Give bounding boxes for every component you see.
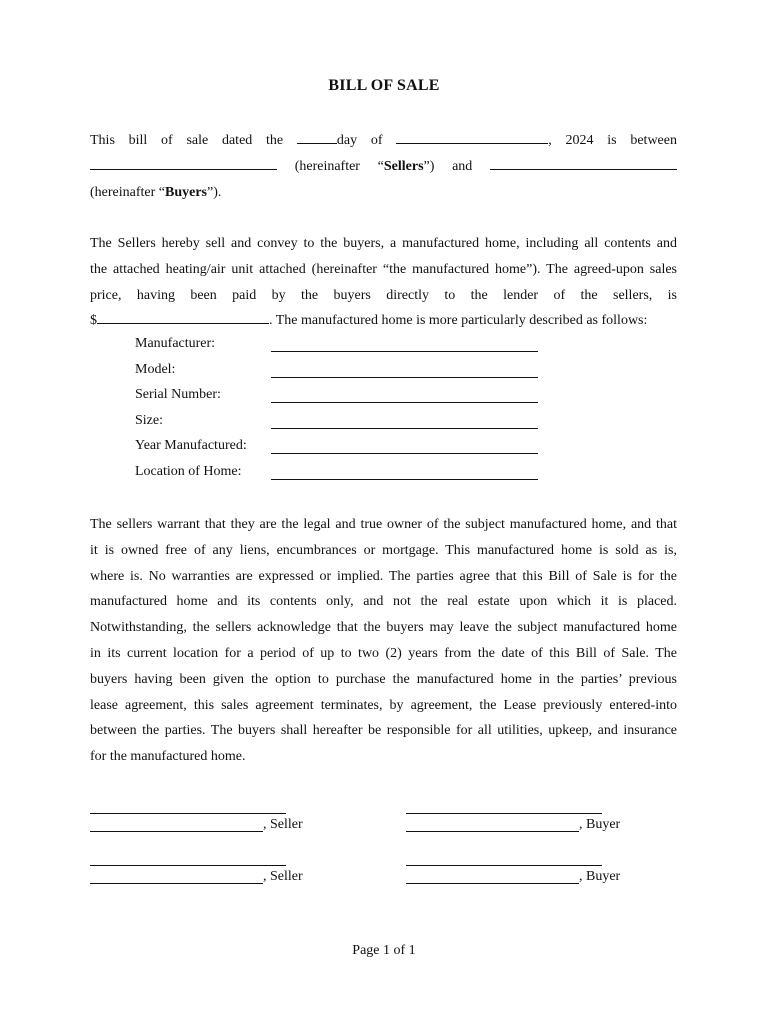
sale-line-3: price, having been paid by the buyers directly to the lender of the sellers, is [90, 287, 677, 303]
buyer-signature-2 [406, 851, 656, 891]
location-blank[interactable] [271, 479, 538, 480]
field-label: Manufacturer: [135, 336, 216, 351]
seller-signature-line[interactable] [90, 865, 286, 866]
price-blank[interactable] [97, 310, 269, 324]
field-row-location [135, 461, 555, 487]
field-row-serial-number [135, 384, 555, 410]
seller-signature-2 [90, 851, 340, 891]
buyers-term: Buyers [165, 184, 207, 200]
intro-text-day-of: day of [336, 133, 383, 148]
field-label: Size: [135, 412, 163, 428]
buyer-signature-1 [406, 800, 656, 840]
warranty-line: where is. No warranties are expressed or implied. The parties agree that this Bill of Sale is for the [90, 568, 677, 584]
field-label: Serial Number: [135, 387, 221, 403]
intro-line-3: (hereinafter “Buyers”). [90, 184, 222, 200]
field-label: Location of Home: [135, 463, 242, 479]
month-blank[interactable] [396, 130, 548, 144]
warranty-line: for the manufactured home. [90, 749, 246, 765]
sale-line-2: the attached heating/air unit attached (hereinafter “the manufactured home”). The agreed-upon sales [90, 261, 677, 277]
buyer-signature-line[interactable] [406, 813, 602, 814]
home-details-list [135, 333, 555, 487]
buyer-role-label: , Buyer [579, 869, 621, 884]
field-row-manufacturer [135, 333, 555, 359]
seller-printed-name-line[interactable] [90, 883, 263, 884]
warranty-paragraph [90, 512, 677, 770]
seller-signature-1 [90, 800, 340, 840]
seller-printed-name-line[interactable] [90, 831, 263, 832]
warranty-line: it is owned free of any liens, encumbrances or mortgage. This manufactured home is sold as is, [90, 542, 677, 558]
field-label: Year Manufactured: [135, 438, 247, 454]
sale-paragraph [90, 231, 677, 334]
intro-text-hereinafter-sellers: (hereinafter “Sellers”) and [294, 158, 473, 174]
field-row-year-manufactured [135, 435, 555, 461]
seller-name-blank[interactable] [90, 156, 277, 170]
warranty-line: manufactured home and its contents only, and not the real estate upon which it is placed. [90, 594, 677, 610]
page-number: Page 1 of 1 [352, 943, 416, 958]
seller-role-label: , Seller [263, 817, 303, 832]
intro-line-1 [90, 128, 677, 154]
buyer-printed-name-line[interactable] [406, 831, 579, 832]
year-manufactured-blank[interactable] [271, 453, 538, 454]
model-blank[interactable] [271, 377, 538, 378]
field-row-model [135, 359, 555, 385]
warranty-line: buyers having been given the option to purchase the manufactured home in the parties’ previous [90, 671, 677, 687]
warranty-line: between the parties. The buyers shall hereafter be responsible for all utilities, upkeep, and insurance [90, 723, 677, 739]
manufacturer-blank[interactable] [271, 351, 538, 352]
document-title: BILL OF SALE [328, 77, 440, 94]
intro-text-year-between: , 2024 is between [548, 133, 677, 148]
field-row-size [135, 410, 555, 436]
buyer-signature-line[interactable] [406, 865, 602, 866]
buyer-name-blank[interactable] [490, 156, 677, 170]
buyer-printed-name-line[interactable] [406, 883, 579, 884]
sellers-term: Sellers [383, 158, 424, 174]
seller-role-label: , Seller [263, 869, 303, 884]
day-blank[interactable] [297, 130, 337, 144]
intro-text-dated: This bill of sale dated the [90, 133, 284, 148]
buyer-role-label: , Buyer [579, 817, 621, 832]
sale-line-1: The Sellers hereby sell and convey to the buyers, a manufactured home, including all contents and [90, 236, 677, 251]
warranty-line: in its current location for a period of up to two (2) years from the date of this Bill of Sale. The [90, 645, 677, 661]
warranty-line: Notwithstanding, the sellers acknowledge that the buyers may leave the subject manufactured home [90, 620, 677, 636]
intro-paragraph [90, 128, 677, 205]
warranty-line: lease agreement, this sales agreement terminates, by agreement, the Lease previously entered-into [90, 697, 677, 713]
field-label: Model: [135, 361, 176, 377]
seller-signature-line[interactable] [90, 813, 286, 814]
intro-line-2 [90, 154, 677, 180]
serial-number-blank[interactable] [271, 402, 538, 403]
sale-line-4: $ . The manufactured home is more particularly described as follows: [90, 308, 677, 334]
warranty-line: The sellers warrant that they are the legal and true owner of the subject manufactured home, and that [90, 517, 677, 532]
size-blank[interactable] [271, 428, 538, 429]
